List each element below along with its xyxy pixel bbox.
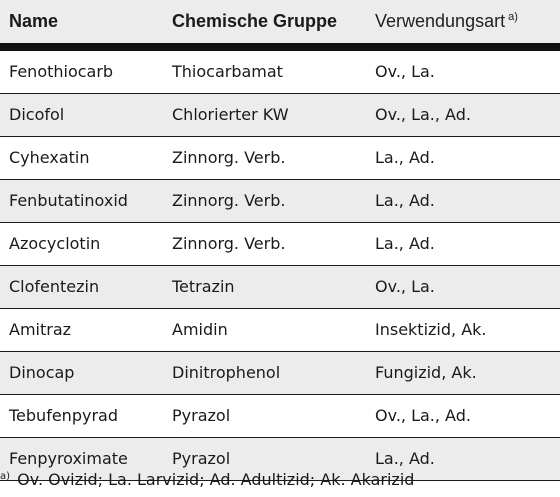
- cell-name: Amitraz: [9, 320, 72, 339]
- cell-group: Pyrazol: [172, 449, 231, 468]
- header-chemical-group: Chemische Gruppe: [172, 11, 338, 31]
- header-usage-type: [375, 11, 518, 32]
- table-row: [0, 180, 560, 223]
- table-row: [0, 51, 560, 94]
- table-row: [0, 137, 560, 180]
- header-usage-type-label: Verwendungsart: [375, 11, 506, 31]
- cell-use: Ov., La.: [375, 62, 435, 81]
- cell-use: Ov., La., Ad.: [375, 406, 471, 425]
- cell-name: Cyhexatin: [9, 148, 90, 167]
- table-header-row: [0, 0, 560, 43]
- cell-name: Fenothiocarb: [9, 62, 114, 81]
- cell-use: La., Ad.: [375, 449, 435, 468]
- cell-group: Pyrazol: [172, 406, 231, 425]
- cell-name: Clofentezin: [9, 277, 100, 296]
- cell-use: Ov., La.: [375, 277, 435, 296]
- cell-group: Amidin: [172, 320, 228, 339]
- footnote-text: Ov. Ovizid; La. Larvizid; Ad. Adultizid; Ak. Akarizid: [17, 470, 415, 489]
- cell-use: Ov., La., Ad.: [375, 105, 471, 124]
- table-row: [0, 94, 560, 137]
- table-footnote: [0, 470, 414, 489]
- cell-name: Dicofol: [9, 105, 65, 124]
- cell-group: Chlorierter KW: [172, 105, 289, 124]
- header-footnote-marker: a): [508, 11, 518, 23]
- cell-group: Dinitrophenol: [172, 363, 281, 382]
- cell-group: Thiocarbamat: [172, 62, 283, 81]
- cell-name: Azocyclotin: [9, 234, 101, 253]
- cell-group: Zinnorg. Verb.: [172, 191, 286, 210]
- table-row: [0, 223, 560, 266]
- header-name: Name: [9, 11, 59, 31]
- footnote-marker: a): [0, 471, 11, 482]
- cell-use: La., Ad.: [375, 148, 435, 167]
- cell-use: La., Ad.: [375, 191, 435, 210]
- table-row: [0, 395, 560, 438]
- header-rule: [0, 43, 560, 51]
- cell-name: Fenbutatinoxid: [9, 191, 128, 210]
- cell-name: Tebufenpyrad: [9, 406, 118, 425]
- cell-group: Tetrazin: [172, 277, 235, 296]
- cell-name: Fenpyroximate: [9, 449, 128, 468]
- cell-use: Fungizid, Ak.: [375, 363, 477, 382]
- table-row: [0, 309, 560, 352]
- cell-use: Insektizid, Ak.: [375, 320, 487, 339]
- cell-use: La., Ad.: [375, 234, 435, 253]
- cell-name: Dinocap: [9, 363, 75, 382]
- cell-group: Zinnorg. Verb.: [172, 234, 286, 253]
- table-row: [0, 352, 560, 395]
- cell-group: Zinnorg. Verb.: [172, 148, 286, 167]
- table-row: [0, 266, 560, 309]
